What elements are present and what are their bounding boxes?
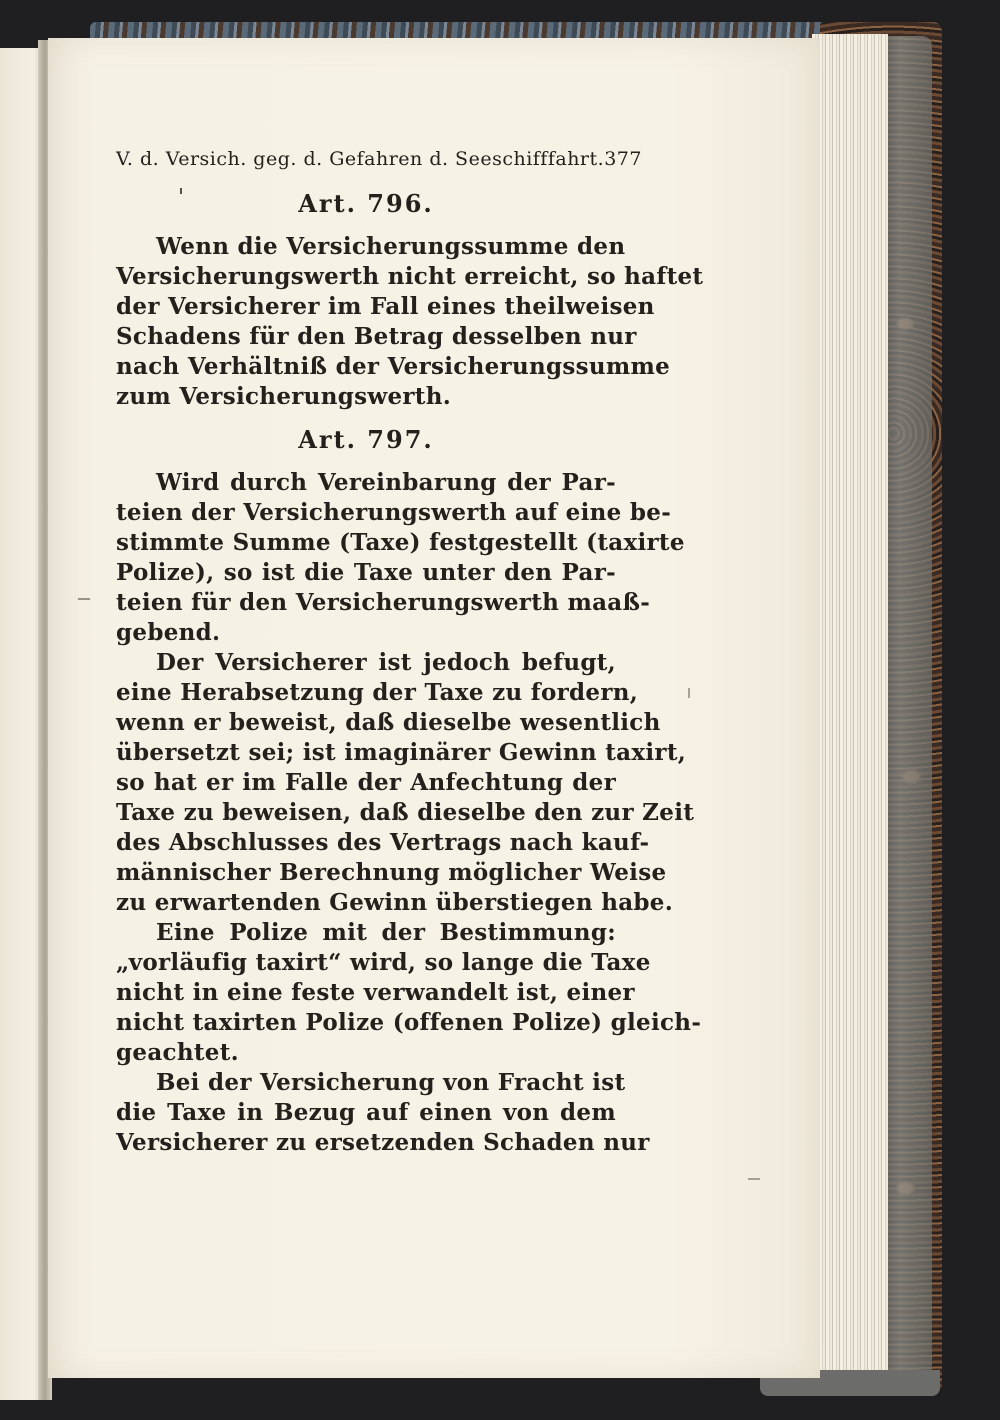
scan-speck [748, 1178, 760, 1180]
scan-speck [688, 688, 690, 698]
text-line: Wenn die Versicherungssumme den [156, 233, 626, 260]
text-line: Schadens für den Betrag desselben nur [116, 323, 637, 350]
text-line: der Versicherer im Fall eines theilweisen [116, 293, 655, 320]
scan-speck [180, 188, 182, 194]
book-page [48, 38, 820, 1378]
text-line: nicht taxirten Polize (offenen Polize) gleich- [116, 1009, 702, 1036]
text-line: gebend. [116, 619, 221, 646]
text-line: Versicherungswerth nicht erreicht, so haftet [116, 263, 704, 290]
text-line: die Taxe in Bezug auf einen von dem [116, 1099, 616, 1126]
text-line: Eine Polize mit der Bestimmung: [156, 919, 616, 946]
page-edges [812, 34, 888, 1370]
text-line: Taxe zu beweisen, daß dieselbe den zur Zeit [116, 799, 695, 826]
paragraph [116, 648, 695, 918]
text-line: Bei der Versicherung von Fracht ist [156, 1069, 626, 1096]
text-line: Polize), so ist die Taxe unter den Par- [116, 559, 616, 586]
text-line: eine Herabsetzung der Taxe zu fordern, [116, 679, 639, 706]
text-line: stimmte Summe (Taxe) festgestellt (taxirte [116, 529, 685, 556]
running-head [116, 142, 642, 176]
paragraph [116, 1068, 650, 1158]
running-head-title: V. d. Versich. geg. d. Gefahren d. Seeschifffahrt. [116, 148, 605, 170]
page-number: 377 [604, 148, 642, 170]
scan-speck [78, 598, 90, 600]
article-heading: Art. 796. [298, 189, 434, 218]
text-line: männischer Berechnung möglicher Weise [116, 859, 667, 886]
paragraph [116, 468, 685, 648]
text-line: nicht in eine feste verwandelt ist, einer [116, 979, 635, 1006]
text-line: teien der Versicherungswerth auf eine be- [116, 499, 672, 526]
text-line: zu erwartenden Gewinn überstiegen habe. [116, 889, 674, 916]
text-line: nach Verhältniß der Versicherungssumme [116, 353, 671, 380]
paragraph [116, 918, 702, 1068]
text-line: „vorläufig taxirt“ wird, so lange die Taxe [116, 949, 651, 976]
text-line: des Abschlusses des Vertrags nach kauf- [116, 829, 650, 856]
text-line: Wird durch Vereinbarung der Par- [156, 469, 616, 496]
text-line: geachtet. [116, 1039, 239, 1066]
text-line: zum Versicherungswerth. [116, 383, 452, 410]
text-line: Versicherer zu ersetzenden Schaden nur [116, 1129, 650, 1156]
text-line: übersetzt sei; ist imaginärer Gewinn taxirt, [116, 739, 687, 766]
text-block [116, 142, 704, 1158]
paragraph [116, 232, 704, 412]
article-heading: Art. 797. [298, 425, 434, 454]
text-line: so hat er im Falle der Anfechtung der [116, 769, 616, 796]
text-line: teien für den Versicherungswerth maaß- [116, 589, 651, 616]
text-line: Der Versicherer ist jedoch befugt, [156, 649, 616, 676]
text-line: wenn er beweist, daß dieselbe wesentlich [116, 709, 661, 736]
